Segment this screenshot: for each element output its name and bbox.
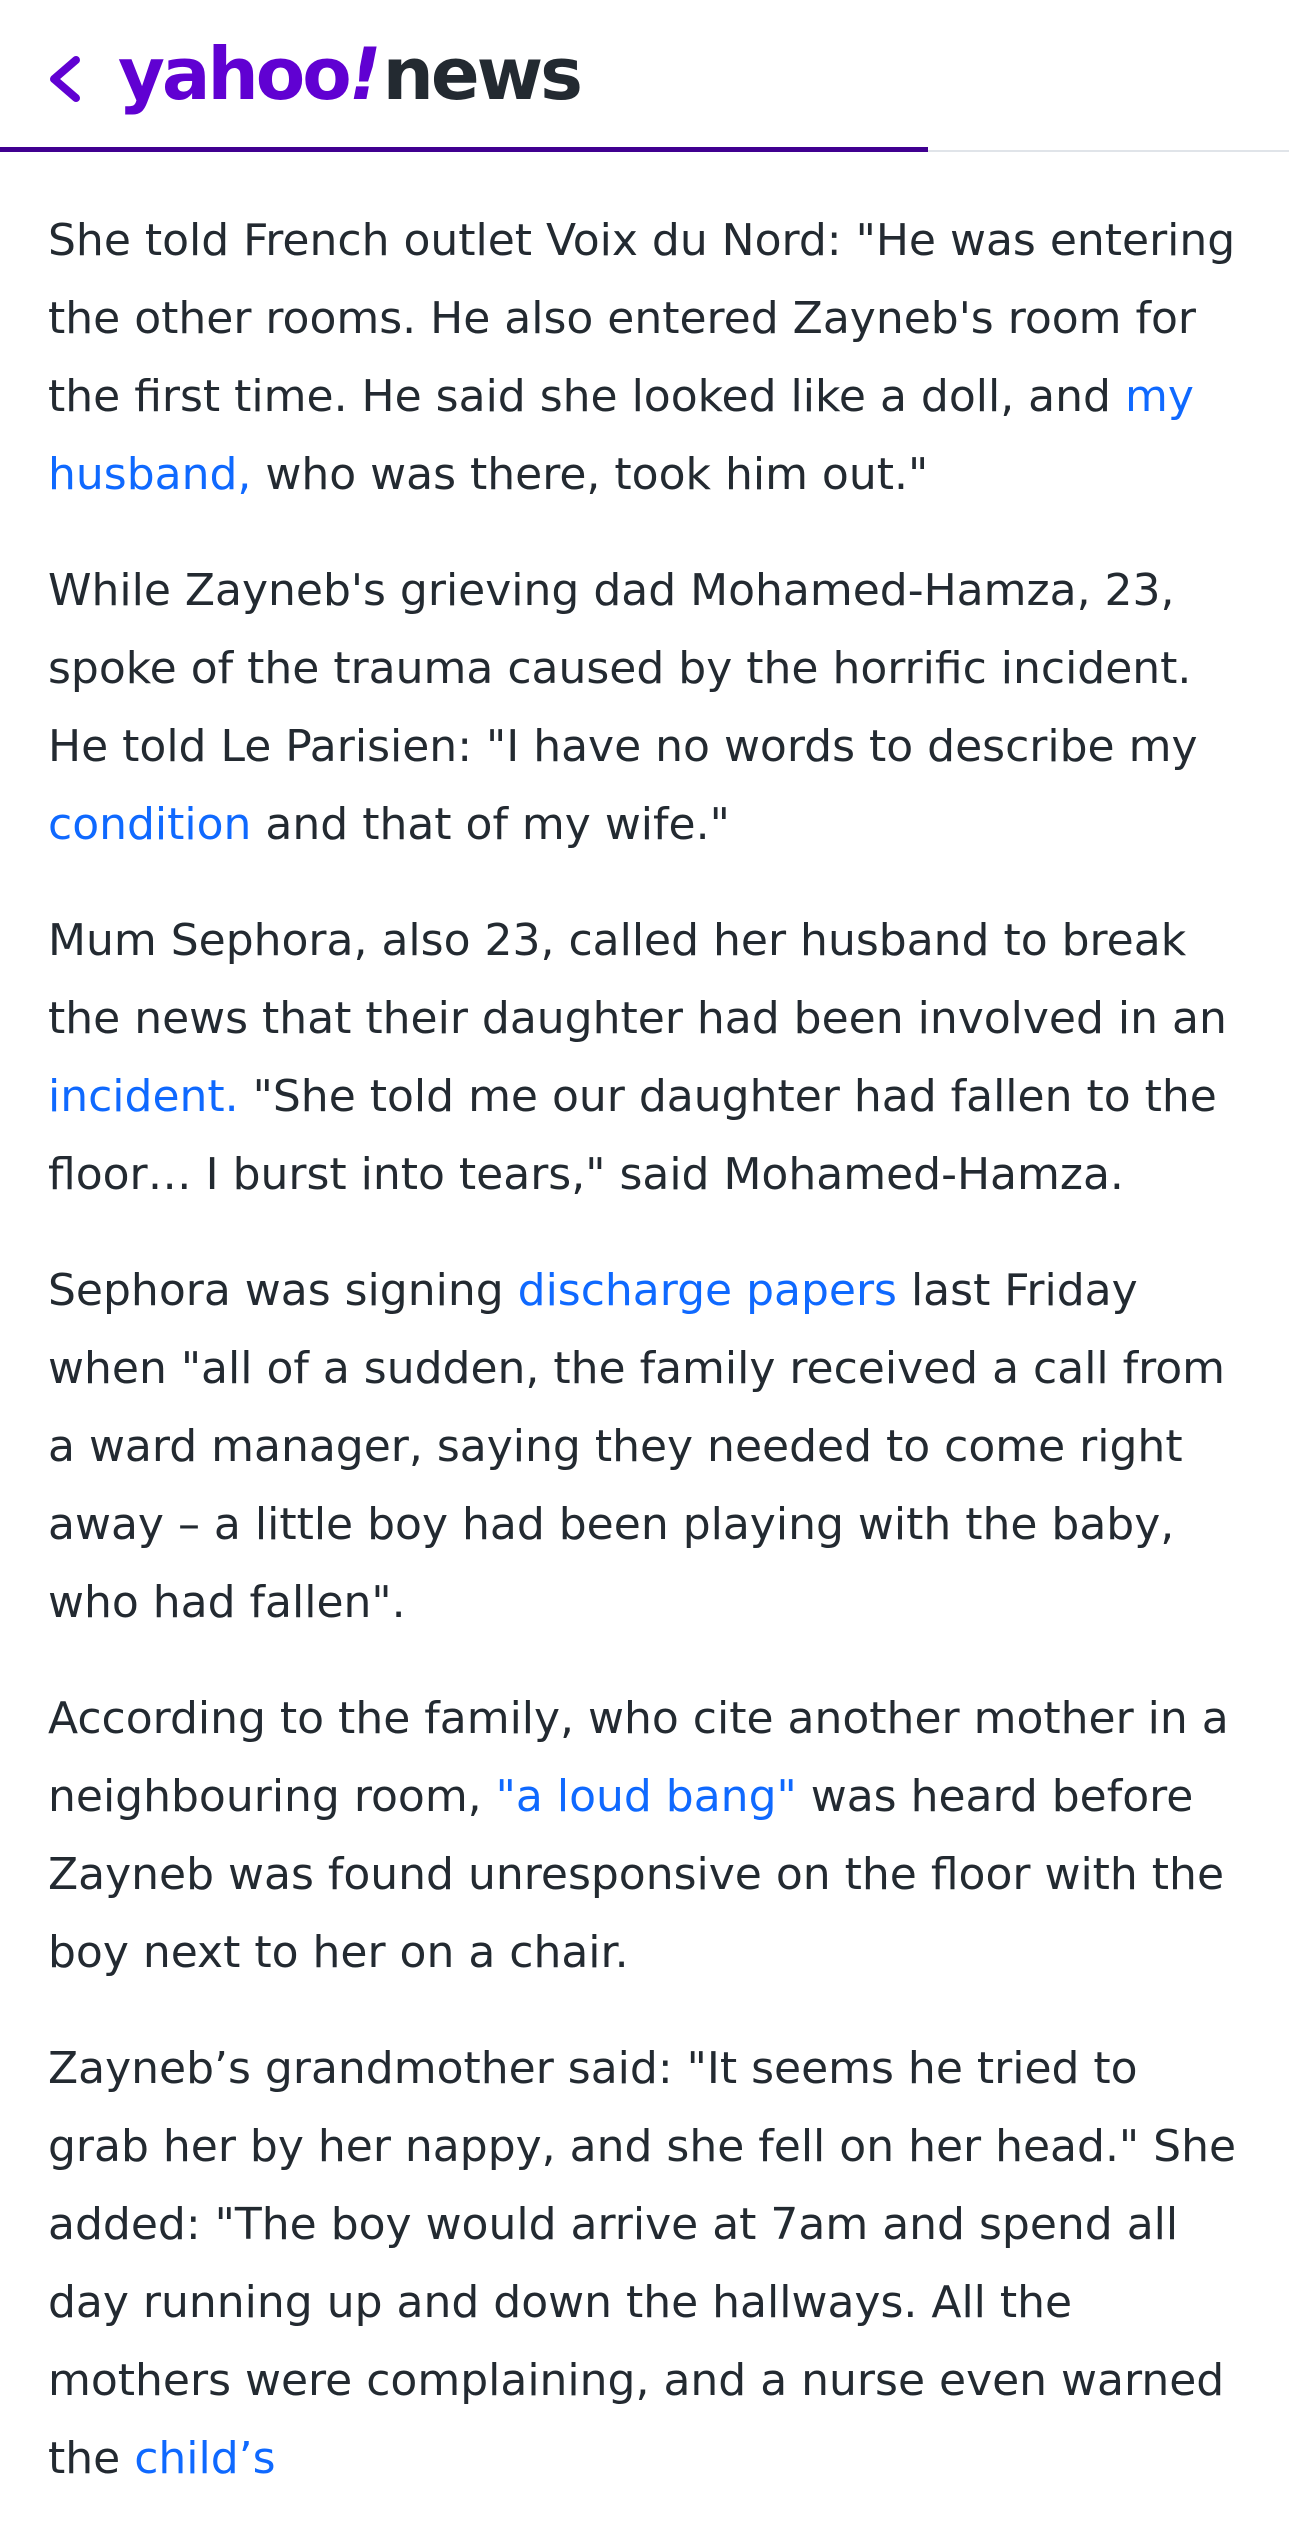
paragraph-text: While Zayneb's grieving dad Mohamed-Hamza, 23, spoke of the trauma caused by the horrific incident. He told Le Parisien: "I have no words to describe my xyxy=(48,565,1198,772)
inline-link-childs[interactable]: child’s xyxy=(134,2433,276,2484)
top-bar xyxy=(0,0,1289,152)
article-paragraph xyxy=(48,2030,1248,2498)
inline-link-discharge-papers[interactable]: discharge papers xyxy=(517,1265,897,1316)
article-paragraph xyxy=(48,1252,1248,1642)
logo-news-text: news xyxy=(382,32,581,116)
paragraph-text: last Friday when "all of a sudden, the family received a call from a ward manager, saying they needed to come right away – a little boy had been playing with the baby, who had fallen". xyxy=(48,1265,1226,1628)
inline-link-incident[interactable]: incident. xyxy=(48,1071,239,1122)
paragraph-text: who was there, took him out." xyxy=(251,449,929,500)
paragraph-text: She told French outlet Voix du Nord: "He was entering the other rooms. He also entered Zayneb's room for the first time. He said she looked like a doll, and xyxy=(48,215,1236,422)
paragraph-text: and that of my wife." xyxy=(251,799,730,850)
article-paragraph xyxy=(48,902,1248,1214)
reading-progress-bar xyxy=(0,147,928,152)
inline-link-condition[interactable]: condition xyxy=(48,799,252,850)
logo-bang-text: ! xyxy=(348,32,379,116)
paragraph-text: According to the family, who cite another mother in a neighbouring room, xyxy=(48,1693,1229,1822)
paragraph-text: Mum Sephora, also 23, called her husband to break the news that their daughter had been involved in an xyxy=(48,915,1227,1044)
article-body xyxy=(48,202,1248,2536)
article-paragraph xyxy=(48,1680,1248,1992)
yahoo-news-logo[interactable] xyxy=(118,24,580,124)
inline-link-a-loud-bang[interactable]: "a loud bang" xyxy=(495,1771,797,1822)
inline-link-my-husband[interactable]: my husband, xyxy=(48,371,1194,500)
paragraph-text: Sephora was signing xyxy=(48,1265,518,1316)
article-paragraph xyxy=(48,202,1248,514)
chevron-left-icon xyxy=(42,44,92,114)
article-paragraph xyxy=(48,552,1248,864)
back-button[interactable] xyxy=(42,44,92,114)
paragraph-text: Zayneb’s grandmother said: "It seems he tried to grab her by her nappy, and she fell on her head." She added: "The boy would arrive at 7am and spend all day running up and down the hallways. All the mothers were complaining, and a nurse even warned the xyxy=(48,2043,1237,2484)
paragraph-text: "She told me our daughter had fallen to the floor… I burst into tears," said Mohamed-Hamza. xyxy=(48,1071,1217,1200)
paragraph-text: was heard before Zayneb was found unresponsive on the floor with the boy next to her on a chair. xyxy=(48,1771,1225,1978)
logo-yahoo-text: yahoo xyxy=(118,32,349,116)
